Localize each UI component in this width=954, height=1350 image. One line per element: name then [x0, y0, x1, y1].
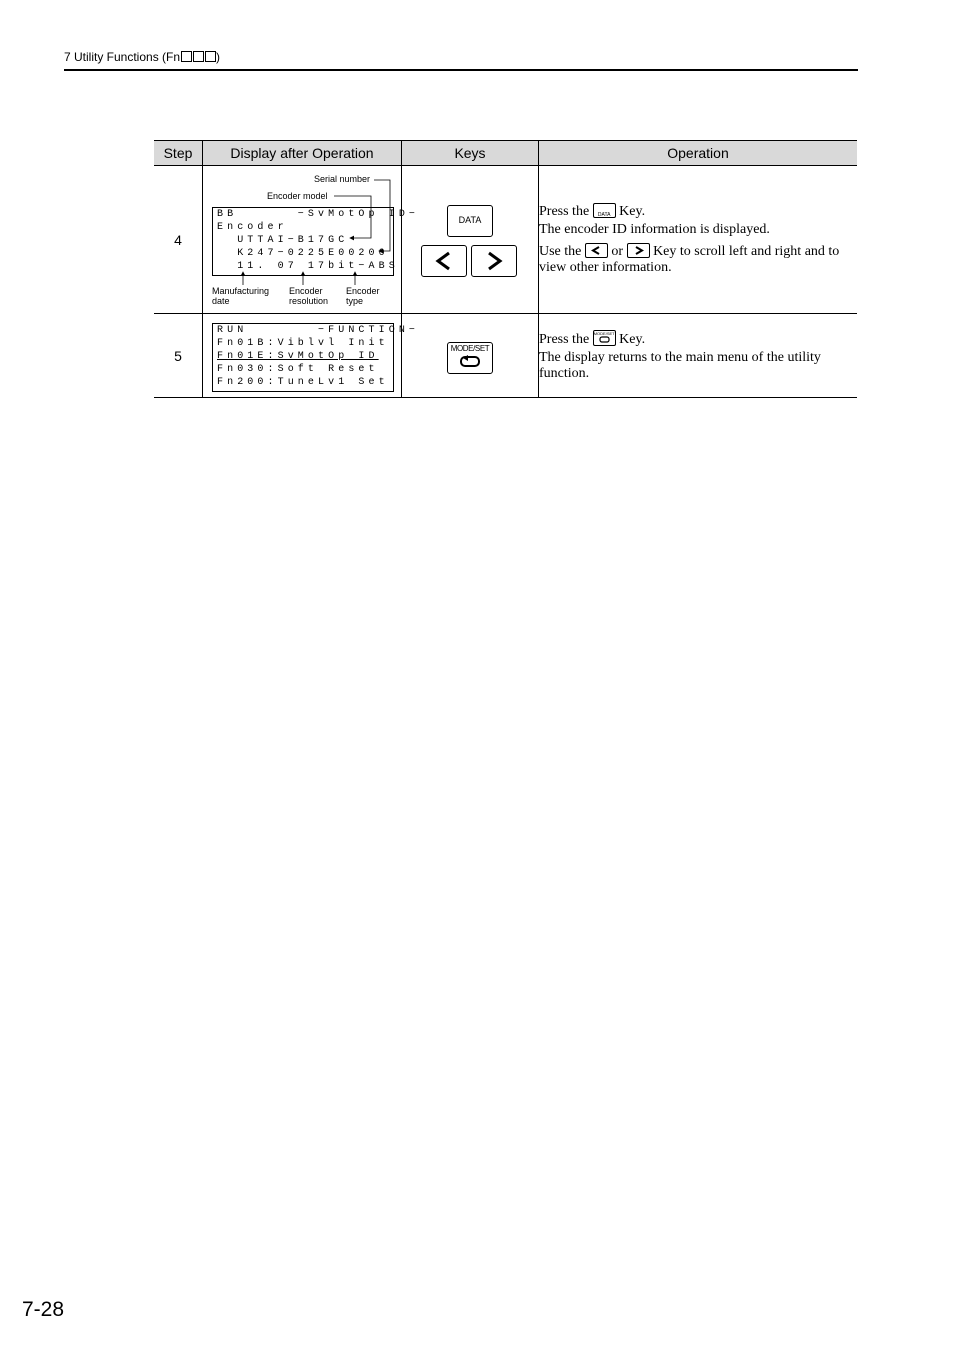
- operation-paragraph: [539, 330, 857, 348]
- table-row: [154, 314, 857, 398]
- annotation-manufacturing-date: Manufacturing date: [212, 285, 270, 306]
- mode-set-key-inline: [593, 330, 616, 346]
- left-arrow-icon: [422, 246, 466, 276]
- column-header-display: Display after Operation: [203, 141, 402, 166]
- lcd-line: UTTAI−B17GC: [217, 234, 349, 246]
- step-number: 5: [154, 314, 203, 398]
- right-key[interactable]: [471, 245, 517, 277]
- page-header: [64, 50, 220, 64]
- keys-cell: [402, 166, 539, 314]
- lcd-line-selected: Fn01E:SvMotOp ID: [217, 350, 379, 362]
- table-header-row: [154, 141, 857, 166]
- annotation-encoder-resolution: Encoder resolution: [289, 285, 329, 306]
- lcd-line: Fn030:Soft Reset: [217, 363, 379, 375]
- procedure-table: [154, 140, 857, 398]
- cycle-arrows-icon: [594, 331, 615, 345]
- operation-text: or: [611, 244, 624, 259]
- lcd-line: Encoder: [217, 221, 288, 233]
- operation-text: Key.: [619, 331, 646, 347]
- keys-cell: [402, 314, 539, 398]
- data-key-label: DATA: [458, 214, 482, 225]
- column-header-keys: Keys: [402, 141, 539, 166]
- mode-set-key-label: MODE/SET: [450, 343, 490, 353]
- left-arrow-key-inline: [585, 243, 608, 258]
- operation-cell: [539, 314, 858, 398]
- right-arrow-icon: [628, 244, 649, 257]
- lcd-line: Fn01B:Viblvl Init: [217, 337, 389, 349]
- operation-text: Press the: [539, 204, 590, 219]
- lcd-line: Fn200:TuneLv1 Set: [217, 376, 389, 388]
- operation-text: Key to scroll left and right and to view other information.: [539, 244, 840, 275]
- display-cell: [203, 314, 420, 398]
- operation-paragraph: The encoder ID information is displayed.: [539, 222, 770, 237]
- operation-paragraph: [539, 243, 857, 276]
- annotation-serial-number: Serial number: [314, 173, 371, 184]
- cycle-arrows-icon: [448, 343, 492, 373]
- lcd-line: RUN −FUNCTION−: [217, 324, 420, 336]
- annotation-encoder-model: Encoder model: [267, 190, 328, 201]
- header-rule: [64, 69, 858, 71]
- operation-text: Key.: [619, 204, 646, 219]
- display-cell: [203, 166, 420, 314]
- annotation-encoder-type: Encoder type: [346, 285, 380, 306]
- operation-cell: [539, 166, 858, 314]
- column-header-step: Step: [154, 141, 203, 166]
- left-key[interactable]: [421, 245, 467, 277]
- operation-text: Use the: [539, 244, 582, 259]
- lcd-line: 11. 07 17bit−ABS: [217, 260, 399, 272]
- header-title-suffix: ): [216, 50, 221, 64]
- mode-set-key[interactable]: [447, 342, 493, 374]
- right-arrow-key-inline: [627, 243, 650, 258]
- header-title: 7 Utility Functions (Fn: [64, 50, 181, 64]
- mode-set-key-inline-label: MODE/SET: [593, 330, 615, 336]
- step-number: 4: [154, 166, 203, 314]
- data-key-inline-label: DATA: [597, 212, 611, 218]
- left-arrow-icon: [586, 244, 607, 257]
- lcd-line: BB −SvMotOp ID−: [217, 208, 420, 220]
- data-key-inline: [593, 203, 616, 218]
- operator-lcd-display: [212, 323, 420, 392]
- operation-paragraph: The display returns to the main menu of the utility function.: [539, 349, 821, 381]
- lcd-line: K247−0225E00200: [217, 247, 389, 259]
- table-row: [154, 166, 857, 314]
- data-key[interactable]: [447, 205, 493, 237]
- column-header-operation: Operation: [539, 141, 858, 166]
- box-glyph: [181, 51, 192, 62]
- box-glyph: [193, 51, 204, 62]
- operation-paragraph: [539, 203, 857, 220]
- page-number: 7-28: [22, 1298, 65, 1321]
- right-arrow-icon: [472, 246, 516, 276]
- operation-text: Press the: [539, 331, 590, 347]
- box-glyph: [205, 51, 216, 62]
